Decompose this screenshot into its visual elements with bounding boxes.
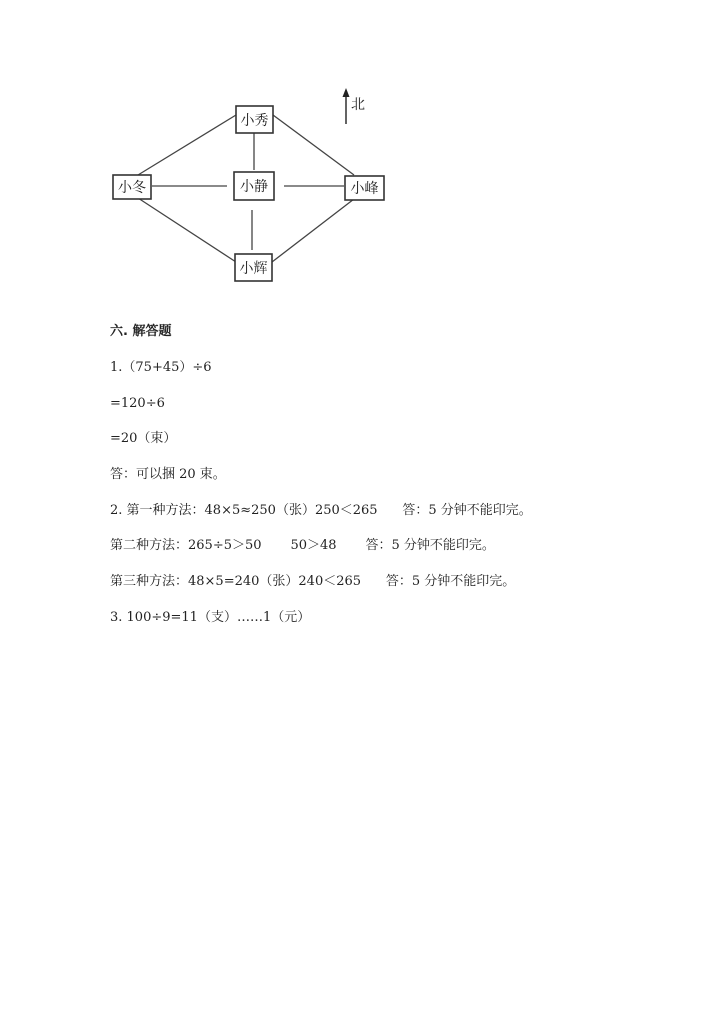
node-xiaojing-label: 小静	[240, 179, 268, 195]
edge-xiaoxiu-xiaodong	[138, 115, 236, 175]
north-label: 北	[351, 97, 365, 113]
edge-xiaofeng-xiaohui	[272, 199, 354, 262]
answer-line-5: 2. 第一种方法：48×5≈250（张）250＜265 答：5 分钟不能印完。	[110, 503, 532, 518]
answer-line-4: 答：可以捆 20 束。	[110, 467, 226, 482]
north-arrow	[343, 88, 350, 124]
node-xiaodong	[113, 175, 151, 199]
node-xiaodong-label: 小冬	[118, 180, 146, 196]
answer-line-2: =120÷6	[110, 396, 165, 411]
direction-diagram	[0, 0, 720, 300]
node-xiaofeng	[345, 176, 384, 200]
answer-line-1: 1.（75+45）÷6	[110, 360, 212, 375]
node-xiaoxiu-label: 小秀	[240, 113, 269, 129]
edge-xiaodong-xiaohui	[138, 198, 236, 262]
section-title: 六. 解答题	[110, 324, 172, 339]
node-xiaojing	[234, 172, 274, 200]
answer-line-6: 第二种方法：265÷5＞50 50＞48 答：5 分钟不能印完。	[110, 538, 495, 553]
answer-line-7: 第三种方法：48×5=240（张）240＜265 答：5 分钟不能印完。	[110, 574, 516, 589]
node-xiaohui	[235, 254, 272, 281]
node-xiaohui-label: 小辉	[239, 261, 268, 277]
node-xiaoxiu	[236, 106, 273, 133]
node-xiaofeng-label: 小峰	[350, 181, 379, 197]
answer-line-8: 3. 100÷9=11（支）……1（元）	[110, 610, 311, 625]
answer-line-3: =20（束）	[110, 431, 177, 446]
edge-xiaoxiu-xiaofeng	[273, 115, 354, 175]
